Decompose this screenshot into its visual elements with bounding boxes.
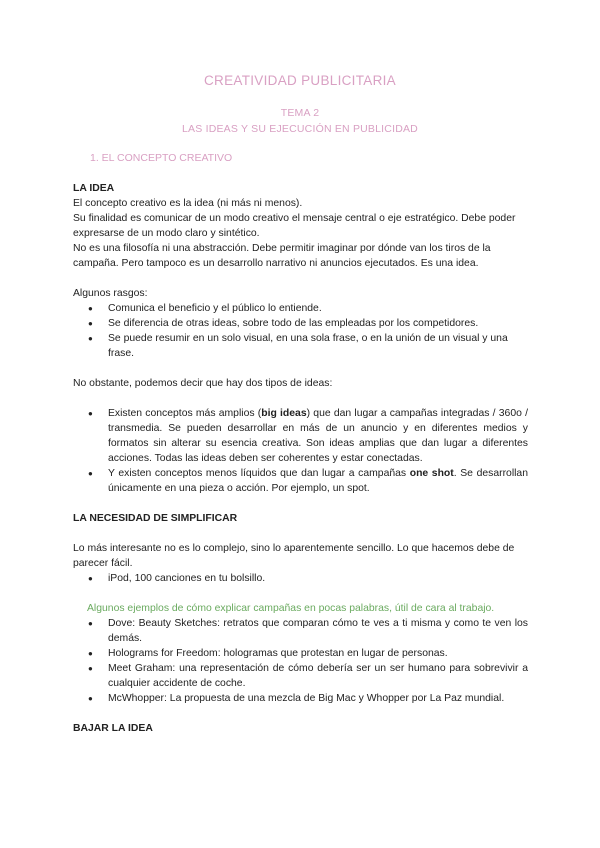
section-heading: 1. EL CONCEPTO CREATIVO — [90, 152, 233, 164]
paragraph: No obstante, podemos decir que hay dos tipos de ideas: — [73, 378, 333, 389]
list-item: ● Dove: Beauty Sketches: retratos que comparan cómo te ves a ti misma y como te ven los demás. — [73, 616, 528, 646]
ejemplos-list — [73, 616, 528, 706]
paragraph: No es una filosofía ni una abstracción. Debe permitir imaginar por dónde van los tiros de la campaña. Pero tampoco es un desarrollo narrativo ni anuncios ejecutados. Es una idea. — [73, 243, 491, 269]
list-item — [73, 406, 528, 466]
list-item: ● Holograms for Freedom: hologramas que protestan en lugar de personas. — [73, 646, 528, 661]
heading-simplificar: LA NECESIDAD DE SIMPLIFICAR — [73, 513, 238, 524]
topic-title: LAS IDEAS Y SU EJECUCIÓN EN PUBLICIDAD — [182, 123, 418, 135]
list-item: ● Comunica el beneficio y el público lo entiende. — [73, 301, 528, 316]
list-item: ● Se diferencia de otras ideas, sobre todo de las empleadas por los competidores. — [73, 316, 528, 331]
bold-term: one shot — [409, 468, 454, 479]
note-ejemplos: Algunos ejemplos de cómo explicar campañas en pocas palabras, útil de cara al trabajo. — [87, 603, 495, 614]
list-item: ● iPod, 100 canciones en tu bolsillo. — [73, 571, 528, 586]
list-item: ● Se puede resumir en un solo visual, en una sola frase, o en la unión de un visual y una frase. — [73, 331, 528, 361]
tipos-list — [73, 406, 528, 496]
heading-bajar-idea: BAJAR LA IDEA — [73, 723, 153, 734]
rasgos-list — [73, 301, 528, 361]
list-item — [73, 466, 528, 496]
text-span: ) que dan lugar a campañas integradas / 360o / transmedia. Se pueden desarrollar en más de un anuncio y en diferentes medios y formatos sin alterar su esencia creativa. Son ideas amplias que dan lugar a diferentes acciones. Todas las ideas deben ser coherentes y estar conectadas. — [108, 408, 528, 464]
paragraph: Lo más interesante no es lo complejo, sino lo aparentemente sencillo. Lo que hacemos debe de parecer fácil. — [73, 543, 515, 569]
bold-term: big ideas — [261, 408, 307, 419]
document-title: CREATIVIDAD PUBLICITARIA — [204, 73, 396, 88]
paragraph: Su finalidad es comunicar de un modo creativo el mensaje central o eje estratégico. Debe poder expresarse de un modo claro y sintético. — [73, 213, 516, 239]
text-span: Existen conceptos más amplios ( — [108, 408, 262, 419]
list-item: ● Meet Graham: una representación de cómo debería ser un ser humano para sobrevivir a cualquier accidente de coche. — [73, 661, 528, 691]
topic-number: TEMA 2 — [280, 107, 320, 119]
paragraph: Algunos rasgos: — [73, 288, 148, 299]
text-span: . Se desarrollan únicamente en una pieza o acción. Por ejemplo, un spot. — [108, 468, 528, 494]
ipod-list — [73, 571, 528, 586]
text-span: Y existen conceptos menos líquidos que dan lugar a campañas — [108, 468, 410, 479]
document-body — [73, 181, 528, 736]
heading-la-idea: LA IDEA — [73, 183, 115, 194]
list-item: ● McWhopper: La propuesta de una mezcla de Big Mac y Whopper por La Paz mundial. — [73, 691, 528, 706]
paragraph: El concepto creativo es la idea (ni más ni menos). — [73, 198, 303, 209]
